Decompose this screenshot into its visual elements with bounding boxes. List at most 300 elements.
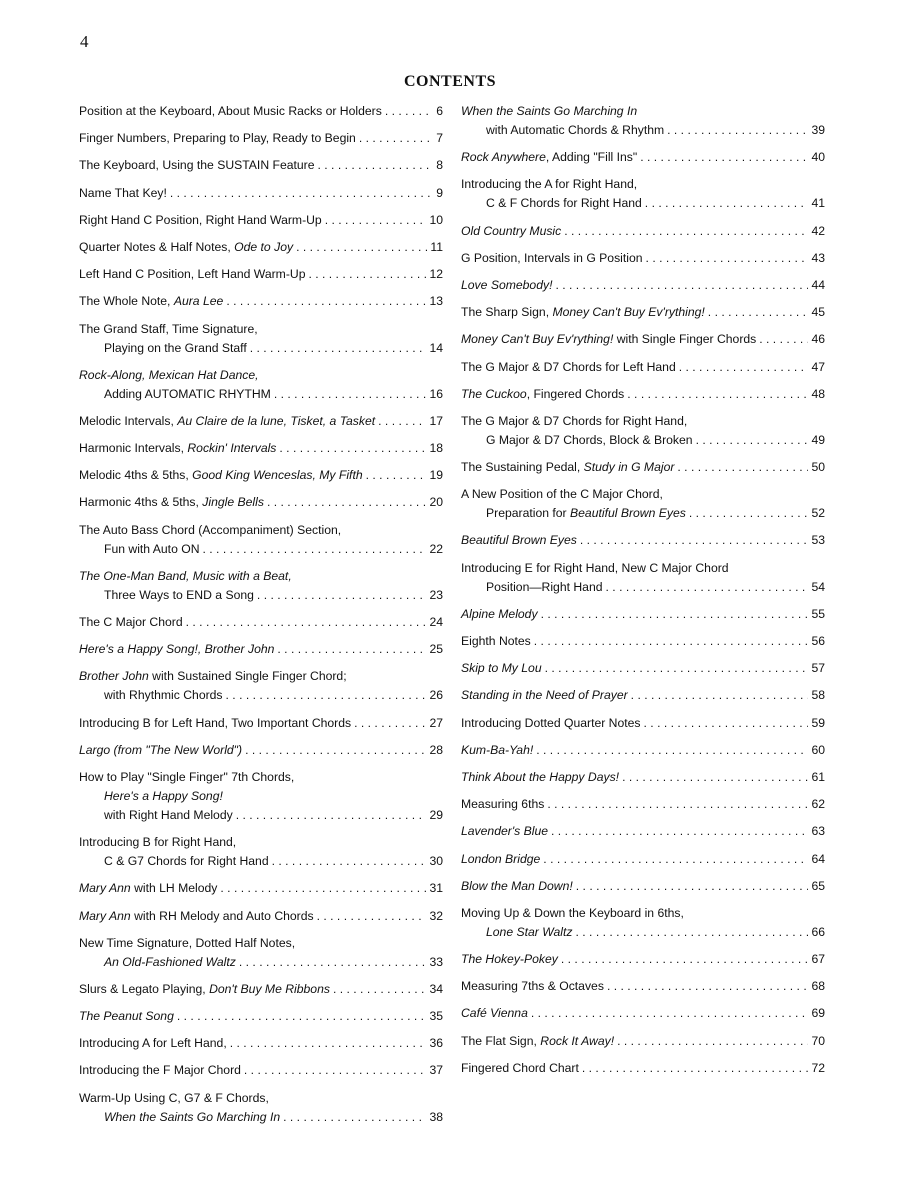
contents-column-left <box>79 102 443 1135</box>
toc-entry-line <box>79 934 443 953</box>
toc-entry <box>461 485 825 523</box>
toc-page-number: 54 <box>811 579 825 594</box>
toc-entry <box>461 412 825 450</box>
toc-page-number: 53 <box>811 533 825 548</box>
dot-leader <box>645 194 809 213</box>
toc-page-number: 22 <box>429 541 443 556</box>
dot-leader <box>545 659 809 678</box>
toc-entry-line <box>461 714 825 733</box>
dot-leader <box>325 211 427 230</box>
dot-leader <box>531 1004 809 1023</box>
toc-entry <box>461 822 825 841</box>
dot-leader <box>555 276 808 295</box>
toc-page-number: 69 <box>811 1006 825 1021</box>
page-title: CONTENTS <box>403 73 497 90</box>
toc-page-number: 38 <box>429 1109 443 1124</box>
toc-entry-title: Melodic 4ths & 5ths, Good King Wenceslas, My Fifth <box>79 468 363 483</box>
toc-entry-line <box>461 531 825 550</box>
toc-entry-title: The Hokey-Pokey <box>461 952 558 967</box>
toc-entry-title: Standing in the Need of Prayer <box>461 688 628 703</box>
dot-leader <box>622 768 808 787</box>
toc-entry <box>461 458 825 477</box>
toc-entry-title: with Automatic Chords & Rhythm <box>486 123 665 137</box>
toc-entry-line <box>79 292 443 311</box>
toc-entry-title: Rock Anywhere, Adding "Fill Ins" <box>461 150 638 165</box>
toc-entry-line <box>79 586 443 605</box>
toc-entry <box>79 521 443 559</box>
dot-leader <box>759 330 808 349</box>
toc-entry-line <box>79 1089 443 1108</box>
toc-entry-title: Café Vienna <box>461 1006 528 1021</box>
toc-entry-line <box>79 806 443 825</box>
dot-leader <box>582 1059 809 1078</box>
toc-entry <box>79 129 443 148</box>
dot-leader <box>541 605 809 624</box>
dot-leader <box>239 953 427 972</box>
toc-entry-line <box>461 1032 825 1051</box>
toc-page-number: 62 <box>811 797 825 812</box>
dot-leader <box>644 714 809 733</box>
toc-entry-title: The Keyboard, Using the SUSTAIN Feature <box>79 158 315 173</box>
dot-leader <box>679 358 809 377</box>
toc-entry-line <box>79 466 443 485</box>
toc-entry <box>461 148 825 167</box>
toc-entry-line <box>79 741 443 760</box>
dot-leader <box>277 640 426 659</box>
dot-leader <box>580 531 809 550</box>
dot-leader <box>543 850 808 869</box>
toc-entry-line <box>79 787 443 806</box>
toc-entry-title: Introducing B for Right Hand, <box>79 835 237 850</box>
toc-entry-title: G Major & D7 Chords, Block & Broken <box>486 432 693 447</box>
toc-page-number: 55 <box>811 606 825 621</box>
dot-leader <box>617 1032 808 1051</box>
toc-page-number: 10 <box>429 212 443 227</box>
toc-entry-line <box>79 907 443 926</box>
toc-entry-line <box>79 567 443 586</box>
toc-page-number: 6 <box>436 104 443 118</box>
toc-entry-line <box>461 605 825 624</box>
toc-page-number: 17 <box>429 413 443 428</box>
toc-entry-title: The G Major & D7 Chords for Left Hand <box>461 359 676 374</box>
toc-entry-line <box>461 194 825 213</box>
toc-page-number: 45 <box>811 305 825 320</box>
toc-entry-line <box>461 977 825 996</box>
toc-page-number: 72 <box>811 1060 825 1075</box>
toc-entry-line <box>79 1034 443 1053</box>
dot-leader <box>646 249 809 268</box>
toc-entry-line <box>79 852 443 871</box>
toc-entry-line <box>461 877 825 896</box>
toc-entry-line <box>461 904 825 923</box>
toc-entry <box>79 934 443 972</box>
toc-page-number: 9 <box>436 185 443 200</box>
dot-leader <box>308 265 426 284</box>
dot-leader <box>576 923 809 942</box>
dot-leader <box>267 493 427 512</box>
toc-entry <box>461 102 825 140</box>
toc-entry-line <box>79 385 443 404</box>
toc-entry-line <box>79 493 443 512</box>
toc-page-number: 42 <box>811 223 825 238</box>
toc-entry-title: Fingered Chord Chart <box>461 1060 579 1075</box>
dot-leader <box>236 806 427 825</box>
toc-entry-line <box>461 741 825 760</box>
toc-entry-line <box>461 222 825 241</box>
toc-entry-title: Money Can't Buy Ev'rything! with Single Finger Chords <box>461 332 757 347</box>
toc-entry-title: Kum-Ba-Yah! <box>461 742 534 757</box>
toc-entry <box>79 439 443 458</box>
toc-entry <box>461 795 825 814</box>
dot-leader <box>536 741 808 760</box>
toc-entry <box>79 714 443 733</box>
toc-entry-line <box>461 950 825 969</box>
dot-leader <box>186 613 427 632</box>
toc-entry <box>461 531 825 550</box>
toc-page-number: 32 <box>429 908 443 923</box>
toc-entry-line <box>461 276 825 295</box>
toc-entry-line <box>461 431 825 450</box>
toc-page-number: 20 <box>429 495 443 510</box>
toc-entry-title: An Old-Fashioned Waltz <box>104 954 236 969</box>
toc-page-number: 11 <box>430 239 443 254</box>
toc-entry <box>79 768 443 825</box>
dot-leader <box>170 184 433 203</box>
toc-entry-line <box>79 238 443 257</box>
toc-entry-title: with Rhythmic Chords <box>104 688 223 703</box>
toc-entry-line <box>461 1059 825 1078</box>
toc-entry-title: Rock-Along, Mexican Hat Dance, <box>79 367 259 382</box>
dot-leader <box>226 686 427 705</box>
toc-entry-title: Lavender's Blue <box>461 824 549 839</box>
toc-entry <box>79 320 443 358</box>
toc-entry-line <box>79 714 443 733</box>
toc-entry-title: New Time Signature, Dotted Half Notes, <box>79 935 296 950</box>
toc-entry-line <box>461 412 825 431</box>
toc-entry-line <box>461 686 825 705</box>
toc-entry-line <box>461 148 825 167</box>
toc-entry <box>79 102 443 121</box>
toc-entry-line <box>461 330 825 349</box>
toc-entry-title: Eighth Notes <box>461 634 531 648</box>
dot-leader <box>551 822 808 841</box>
toc-entry-line <box>79 667 443 686</box>
toc-page-number: 35 <box>429 1009 443 1024</box>
toc-entry-title: Alpine Melody <box>461 606 538 621</box>
toc-entry-line <box>461 175 825 194</box>
toc-entry-title: Here's a Happy Song!, Brother John <box>79 642 275 657</box>
toc-entry-title: When the Saints Go Marching In <box>104 1109 281 1124</box>
toc-entry-title: The Flat Sign, Rock It Away! <box>461 1033 615 1048</box>
toc-page-number: 16 <box>429 386 443 401</box>
toc-entry-title: The G Major & D7 Chords for Right Hand, <box>461 413 688 428</box>
toc-entry-title: Introducing B for Left Hand, Two Important Chords <box>79 715 352 730</box>
toc-entry-title: The Whole Note, Aura Lee <box>79 294 224 309</box>
toc-entry-title: The Sharp Sign, Money Can't Buy Ev'rything! <box>461 305 705 320</box>
toc-entry <box>461 1004 825 1023</box>
toc-entry-title: Position—Right Hand <box>486 579 603 594</box>
toc-entry-line <box>461 504 825 523</box>
toc-page-number: 14 <box>429 340 443 355</box>
toc-entry <box>79 1061 443 1080</box>
toc-entry <box>79 667 443 705</box>
toc-entry-line <box>461 578 825 597</box>
toc-page-number: 28 <box>429 742 443 757</box>
dot-leader <box>627 385 808 404</box>
dot-leader <box>230 1034 427 1053</box>
toc-entry-line <box>79 320 443 339</box>
toc-entry-line <box>461 358 825 377</box>
dot-leader <box>696 431 809 450</box>
toc-entry <box>79 466 443 485</box>
toc-entry-title: Introducing the A for Right Hand, <box>461 177 638 192</box>
toc-entry-line <box>461 632 825 651</box>
dot-leader <box>279 439 426 458</box>
toc-entry-line <box>79 768 443 787</box>
dot-leader <box>272 852 427 871</box>
toc-entry-title: C & G7 Chords for Right Hand <box>104 854 269 869</box>
toc-entry <box>461 659 825 678</box>
toc-entry-title: Think About the Happy Days! <box>461 769 620 784</box>
toc-entry-title: Mary Ann with LH Melody <box>79 881 218 896</box>
toc-page-number: 36 <box>429 1036 443 1051</box>
toc-entry-line <box>79 412 443 431</box>
toc-entry-line <box>79 156 443 175</box>
toc-entry-title: Measuring 6ths <box>461 797 545 812</box>
toc-entry-title: Introducing Dotted Quarter Notes <box>461 715 641 730</box>
dot-leader <box>631 686 809 705</box>
toc-entry-title: with Right Hand Melody <box>104 807 233 822</box>
dot-leader <box>250 339 427 358</box>
dot-leader <box>333 980 426 999</box>
toc-entry-title: The Peanut Song <box>79 1009 174 1024</box>
toc-entry <box>461 559 825 597</box>
toc-page-number: 59 <box>811 715 825 730</box>
toc-entry <box>461 877 825 896</box>
dot-leader <box>534 632 809 651</box>
toc-entry-line <box>461 768 825 787</box>
dot-leader <box>576 877 809 896</box>
toc-entry-line <box>79 833 443 852</box>
toc-entry-title: Fun with Auto ON <box>104 541 200 556</box>
dot-leader <box>606 578 809 597</box>
dot-leader <box>257 586 427 605</box>
toc-entry <box>79 980 443 999</box>
toc-entry <box>79 1007 443 1026</box>
toc-entry <box>79 211 443 230</box>
dot-leader <box>245 741 426 760</box>
toc-entry-title: Measuring 7ths & Octaves <box>461 979 604 994</box>
toc-entry <box>79 265 443 284</box>
toc-entry-title: Moving Up & Down the Keyboard in 6ths, <box>461 905 684 920</box>
toc-entry-title: G Position, Intervals in G Position <box>461 250 643 265</box>
toc-entry-title: Skip to My Lou <box>461 661 542 676</box>
toc-page-number: 23 <box>429 587 443 602</box>
toc-entry-title: Old Country Music <box>461 223 562 238</box>
dot-leader <box>640 148 808 167</box>
dot-leader <box>317 907 427 926</box>
toc-page-number: 68 <box>811 979 825 994</box>
toc-entry-line <box>79 686 443 705</box>
toc-entry <box>79 493 443 512</box>
toc-page-number: 64 <box>811 851 825 866</box>
toc-entry-title: Adding AUTOMATIC RHYTHM <box>104 386 271 401</box>
toc-page-number: 66 <box>811 924 825 939</box>
toc-page-number: 63 <box>811 824 825 839</box>
dot-leader <box>689 504 809 523</box>
toc-entry-title: The Auto Bass Chord (Accompaniment) Section, <box>79 522 342 537</box>
toc-entry-title: Warm-Up Using C, G7 & F Chords, <box>79 1090 269 1105</box>
toc-entry-title: Position at the Keyboard, About Music Racks or Holders <box>79 104 382 118</box>
toc-page-number: 33 <box>429 954 443 969</box>
toc-entry-title: London Bridge <box>461 851 541 866</box>
dot-leader <box>296 238 427 257</box>
toc-entry <box>79 613 443 632</box>
toc-page-number: 29 <box>429 807 443 822</box>
toc-page-number: 49 <box>811 432 825 447</box>
toc-page-number: 41 <box>811 196 825 211</box>
toc-entry <box>461 632 825 651</box>
toc-page-number: 47 <box>811 359 825 374</box>
toc-entry-title: Preparation for Beautiful Brown Eyes <box>486 506 686 521</box>
toc-entry <box>461 850 825 869</box>
toc-entry-title: C & F Chords for Right Hand <box>486 196 642 211</box>
toc-page-number: 46 <box>811 332 825 347</box>
toc-entry-line <box>79 953 443 972</box>
toc-page-number: 52 <box>811 506 825 521</box>
dot-leader <box>561 950 809 969</box>
toc-entry <box>79 156 443 175</box>
toc-entry-title: Harmonic Intervals, Rockin' Intervals <box>79 441 277 456</box>
toc-entry-line <box>79 613 443 632</box>
toc-entry <box>461 330 825 349</box>
dot-leader <box>274 385 427 404</box>
toc-entry-title: Three Ways to END a Song <box>104 587 254 602</box>
toc-page-number: 26 <box>429 688 443 703</box>
dot-leader <box>677 458 808 477</box>
toc-page-number: 8 <box>436 158 443 173</box>
toc-entry <box>79 184 443 203</box>
dot-leader <box>283 1108 426 1127</box>
toc-entry-title: Slurs & Legato Playing, Don't Buy Me Ribbons <box>79 981 330 996</box>
toc-entry-title: Right Hand C Position, Right Hand Warm-Up <box>79 212 322 227</box>
toc-entry <box>461 977 825 996</box>
toc-entry <box>79 741 443 760</box>
toc-entry-title: Melodic Intervals, Au Claire de la lune, Tisket, a Tasket <box>79 413 376 428</box>
toc-entry-line <box>79 1108 443 1127</box>
toc-page-number: 30 <box>429 854 443 869</box>
toc-entry-title: Mary Ann with RH Melody and Auto Chords <box>79 908 314 923</box>
toc-page-number: 50 <box>811 460 825 475</box>
toc-entry-line <box>461 822 825 841</box>
toc-entry-title: Largo (from "The New World") <box>79 742 243 757</box>
toc-entry-line <box>461 923 825 942</box>
toc-entry-line <box>79 366 443 385</box>
dot-leader <box>607 977 809 996</box>
toc-page-number: 70 <box>811 1033 825 1048</box>
toc-entry-line <box>461 795 825 814</box>
toc-entry <box>461 303 825 322</box>
toc-entry-line <box>461 249 825 268</box>
toc-entry-line <box>461 385 825 404</box>
toc-entry <box>79 640 443 659</box>
toc-entry-line <box>79 640 443 659</box>
toc-entry-title: Brother John with Sustained Single Finger Chord; <box>79 669 347 684</box>
toc-page-number: 40 <box>811 150 825 165</box>
toc-entry-line <box>461 102 825 121</box>
dot-leader <box>203 540 427 559</box>
toc-entry <box>461 714 825 733</box>
toc-entry <box>461 605 825 624</box>
contents-column-right <box>461 102 825 1086</box>
toc-entry <box>79 567 443 605</box>
toc-entry-line <box>79 339 443 358</box>
toc-entry-line <box>79 265 443 284</box>
toc-entry-line <box>461 559 825 578</box>
toc-entry-line <box>79 879 443 898</box>
toc-entry <box>79 412 443 431</box>
toc-entry-title: Name That Key! <box>79 185 167 200</box>
toc-entry <box>461 385 825 404</box>
toc-entry <box>461 741 825 760</box>
toc-entry <box>79 292 443 311</box>
dot-leader <box>244 1061 427 1080</box>
toc-entry-title: The Grand Staff, Time Signature, <box>79 321 258 336</box>
toc-page-number: 19 <box>429 468 443 483</box>
toc-entry-line <box>79 211 443 230</box>
dot-leader <box>564 222 808 241</box>
toc-entry-title: When the Saints Go Marching In <box>461 104 638 118</box>
toc-page-number: 60 <box>811 742 825 757</box>
toc-entry-title: Introducing the F Major Chord <box>79 1063 241 1078</box>
toc-entry-title: Harmonic 4ths & 5ths, Jingle Bells <box>79 495 264 510</box>
dot-leader <box>366 466 427 485</box>
dot-leader <box>177 1007 427 1026</box>
toc-entry-line <box>461 303 825 322</box>
toc-entry <box>79 366 443 404</box>
toc-page-number: 34 <box>429 981 443 996</box>
toc-entry-title: Quarter Notes & Half Notes, Ode to Joy <box>79 239 294 254</box>
toc-page-number: 37 <box>429 1063 443 1078</box>
toc-page-number: 57 <box>811 661 825 676</box>
toc-page-number: 31 <box>429 881 443 896</box>
toc-entry-line <box>79 1007 443 1026</box>
toc-entry <box>461 950 825 969</box>
toc-entry-line <box>461 1004 825 1023</box>
toc-entry-title: How to Play "Single Finger" 7th Chords, <box>79 769 295 784</box>
toc-entry <box>461 249 825 268</box>
toc-page-number: 48 <box>811 386 825 401</box>
toc-entry-title: Introducing E for Right Hand, New C Major Chord <box>461 560 729 575</box>
dot-leader <box>354 714 426 733</box>
toc-entry-line <box>461 121 825 140</box>
toc-entry-title: Love Somebody! <box>461 277 553 292</box>
dot-leader <box>385 102 433 121</box>
toc-entry-title: The Sustaining Pedal, Study in G Major <box>461 460 675 475</box>
toc-page-number: 67 <box>811 952 825 967</box>
toc-page-number: 7 <box>436 131 443 146</box>
toc-entry-line <box>79 980 443 999</box>
dot-leader <box>220 879 426 898</box>
dot-leader <box>708 303 809 322</box>
toc-entry <box>461 904 825 942</box>
toc-entry-line <box>79 521 443 540</box>
toc-entry-title: Left Hand C Position, Left Hand Warm-Up <box>79 267 306 282</box>
toc-entry-title: The One-Man Band, Music with a Beat, <box>79 568 292 583</box>
toc-page-number: 65 <box>811 878 825 893</box>
toc-entry <box>79 238 443 257</box>
toc-page-number: 61 <box>811 769 825 784</box>
